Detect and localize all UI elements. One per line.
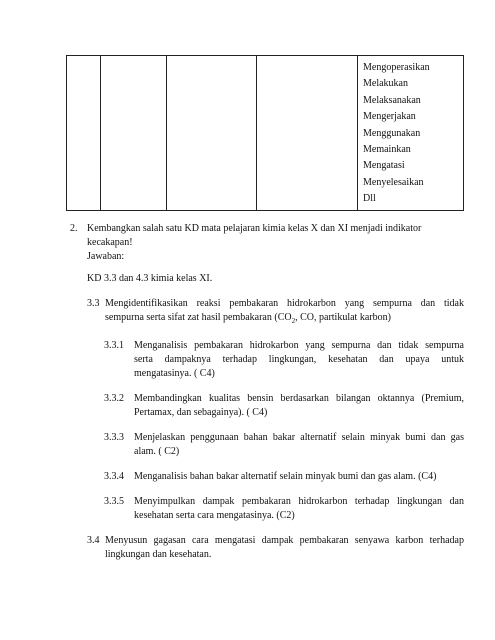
verb-item: Mengerjakan xyxy=(363,111,416,123)
indicator-text-line: alam. ( C2) xyxy=(134,446,180,457)
kd-text-line: sempurna serta sifat zat hasil pembakaran ($CO_2$, CO, partikulat karbon) xyxy=(105,312,391,325)
indicator-text-line: serta dampaknya terhadap lingkungan, kesehatan dan upaya untuk xyxy=(134,354,464,365)
verb-item: Mengoperasikan xyxy=(363,62,430,73)
kd-text-line: Mengidentifikasikan reaksi pembakaran hidrokarbon yang sempurna dan tidak xyxy=(105,298,464,309)
verb-list xyxy=(363,60,459,208)
table-column-divider xyxy=(100,56,101,210)
table-column-divider xyxy=(357,56,358,210)
verb-item: Menyelesaikan xyxy=(363,176,424,188)
indicator-text-line: Menyimpulkan dampak pembakaran hidrokarbon terhadap lingkungan dan xyxy=(134,496,464,507)
indicator-number: 3.3.3 xyxy=(104,432,124,443)
verb-item: Melaksanakan xyxy=(363,94,421,106)
table-column-divider xyxy=(166,56,167,210)
verb-table xyxy=(66,55,464,211)
question-number: 2. xyxy=(70,223,78,234)
kd-number: 3.3 xyxy=(87,298,100,309)
indicator-number: 3.3.4 xyxy=(104,471,124,482)
kd-heading: KD 3.3 dan 4.3 kimia kelas XI. xyxy=(87,273,213,284)
indicator-text-line: Menjelaskan penggunaan bahan bakar alternatif selain minyak bumi dan gas xyxy=(134,432,464,443)
indicator-text-line: Menganalisis bahan bakar alternatif selain minyak bumi dan gas alam. (C4) xyxy=(134,471,437,482)
verb-item: Menggunakan xyxy=(363,127,421,139)
indicator-text-line: Menganalisis pembakaran hidrokarbon yang sempurna dan tidak sempurna xyxy=(134,340,464,351)
indicator-number: 3.3.5 xyxy=(104,496,124,507)
table-column-divider xyxy=(256,56,257,210)
indicator-text-line: mengatasinya. ( C4) xyxy=(134,368,215,379)
kd-text-line: Menyusun gagasan cara mengatasi dampak pembakaran senyawa karbon terhadap xyxy=(105,535,464,546)
verb-item: Memainkan xyxy=(363,143,411,155)
indicator-text-line: Membandingkan kualitas bensin berdasarkan bilangan oktannya (Premium, xyxy=(134,393,464,404)
indicator-number: 3.3.2 xyxy=(104,393,124,404)
question-text-line: kecakapan! xyxy=(87,237,133,248)
indicator-number: 3.3.1 xyxy=(104,340,124,351)
verb-item: Mengatasi xyxy=(363,160,405,172)
question-text-line: Kembangkan salah satu KD mata pelajaran kimia kelas X dan XI menjadi indikator xyxy=(87,223,422,234)
verb-item: Melakukan xyxy=(363,78,408,90)
answer-label: Jawaban: xyxy=(87,251,125,262)
indicator-text-line: kesehatan serta cara mengatasinya. (C2) xyxy=(134,510,295,521)
kd-number: 3.4 xyxy=(87,535,100,546)
kd-text-line: lingkungan dan kesehatan. xyxy=(105,549,212,560)
indicator-text-line: Pertamax, dan sebagainya). ( C4) xyxy=(134,407,268,418)
verb-item: Dll xyxy=(363,193,376,205)
